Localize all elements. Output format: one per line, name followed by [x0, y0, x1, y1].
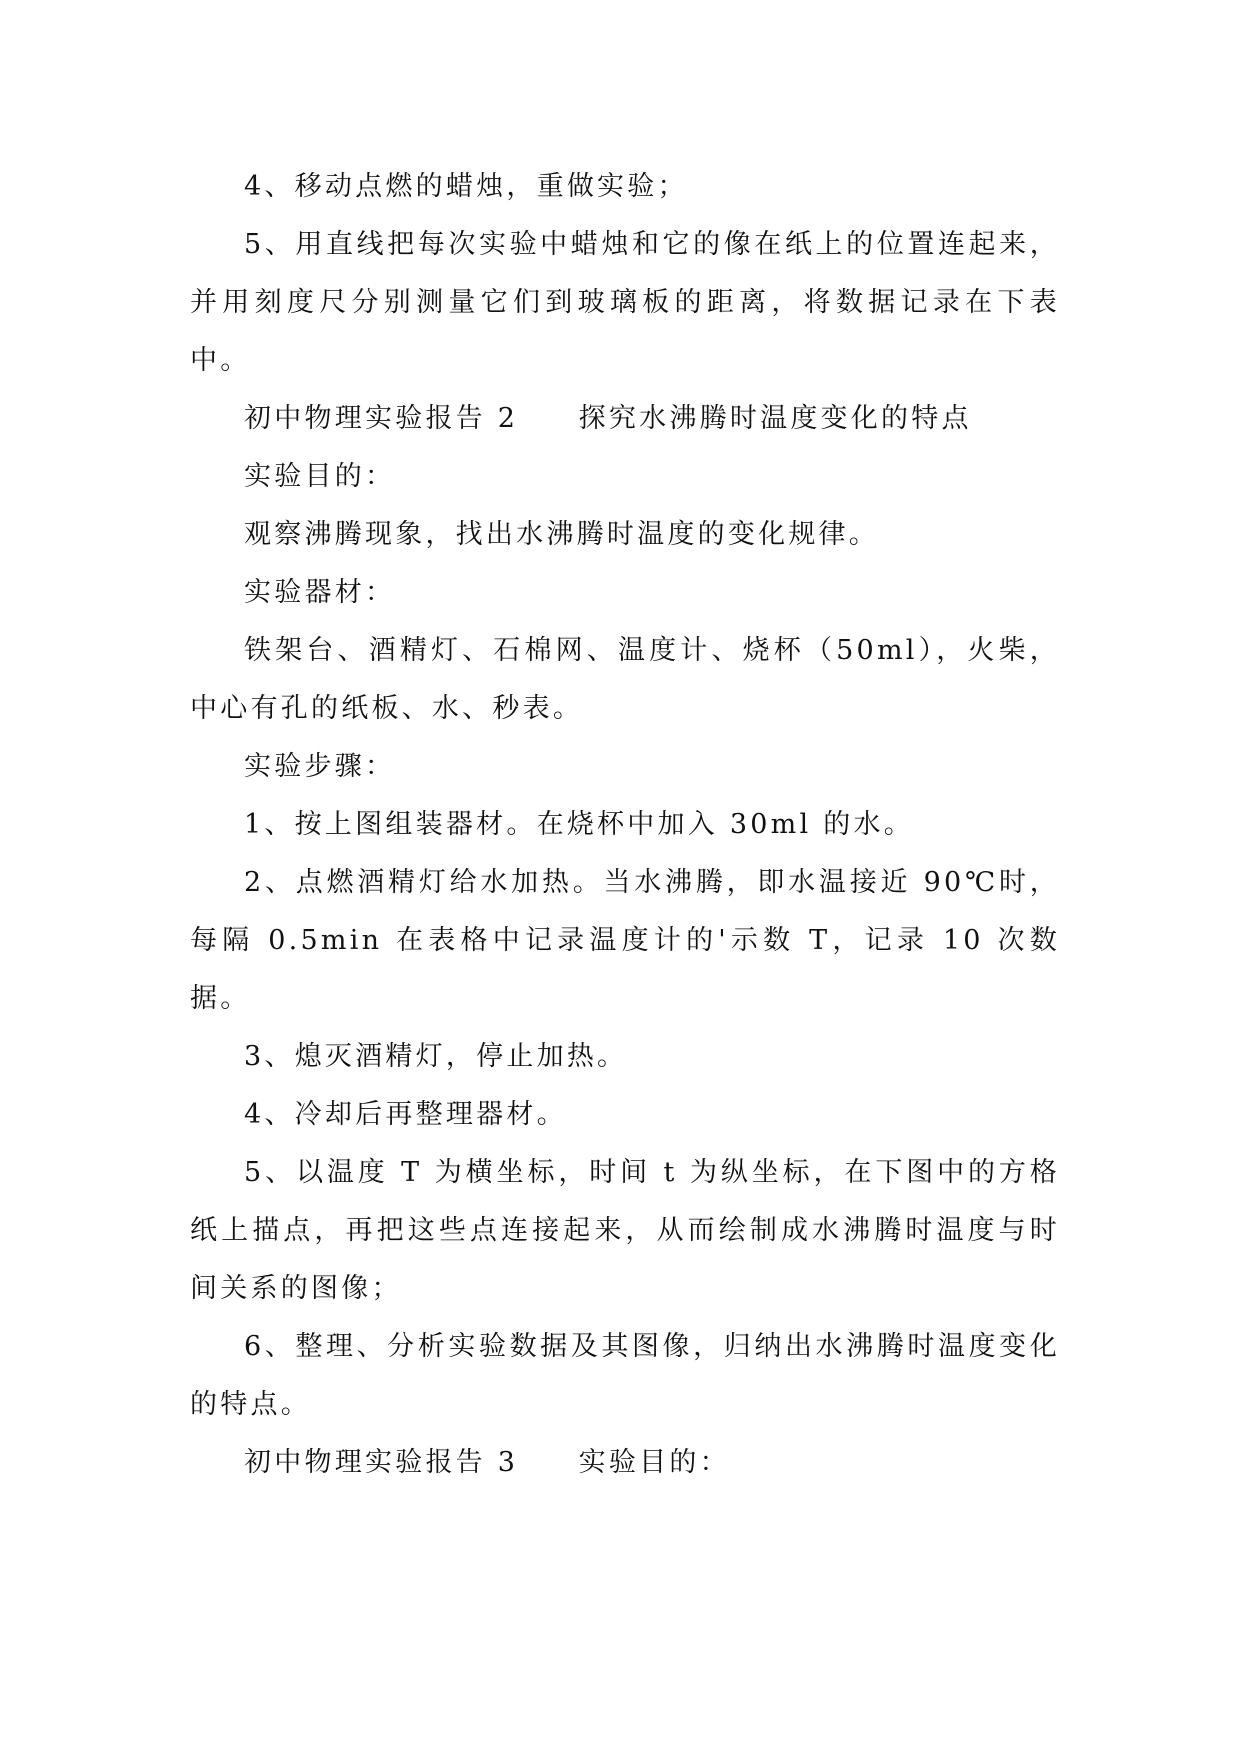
paragraph: 5、以温度 T 为横坐标，时间 t 为纵坐标，在下图中的方格纸上描点，再把这些点连接起来，从而绘制成水沸腾时温度与时间关系的图像；: [190, 1157, 1060, 1304]
paragraph: 实验目的：: [244, 461, 396, 492]
paragraph: 1、按上图组装器材。在烧杯中加入 30ml 的水。: [244, 809, 914, 840]
paragraph: 4、移动点燃的蜡烛，重做实验；: [244, 171, 688, 202]
paragraph: 4、冷却后再整理器材。: [244, 1099, 567, 1130]
section-heading: 初中物理实验报告 2 探究水沸腾时温度变化的特点: [244, 403, 972, 434]
paragraph: 5、用直线把每次实验中蜡烛和它的像在纸上的位置连起来，并用刻度尺分别测量它们到玻璃板的距离，将数据记录在下表中。: [190, 229, 1060, 376]
document-body: [190, 158, 1060, 1492]
paragraph: 3、熄灭酒精灯，停止加热。: [244, 1041, 628, 1072]
section-heading: 初中物理实验报告 3 实验目的：: [244, 1447, 730, 1478]
paragraph: 实验步骤：: [244, 751, 396, 782]
paragraph: 2、点燃酒精灯给水加热。当水沸腾，即水温接近 90℃时，每隔 0.5min 在表格中记录温度计的'示数 T，记录 10 次数据。: [190, 867, 1060, 1014]
paragraph: 实验器材：: [244, 577, 396, 608]
paragraph: 观察沸腾现象，找出水沸腾时温度的变化规律。: [244, 519, 880, 550]
paragraph: 6、整理、分析实验数据及其图像，归纳出水沸腾时温度变化的特点。: [190, 1331, 1060, 1420]
paragraph: 铁架台、酒精灯、石棉网、温度计、烧杯（50ml），火柴，中心有孔的纸板、水、秒表。: [190, 635, 1060, 724]
